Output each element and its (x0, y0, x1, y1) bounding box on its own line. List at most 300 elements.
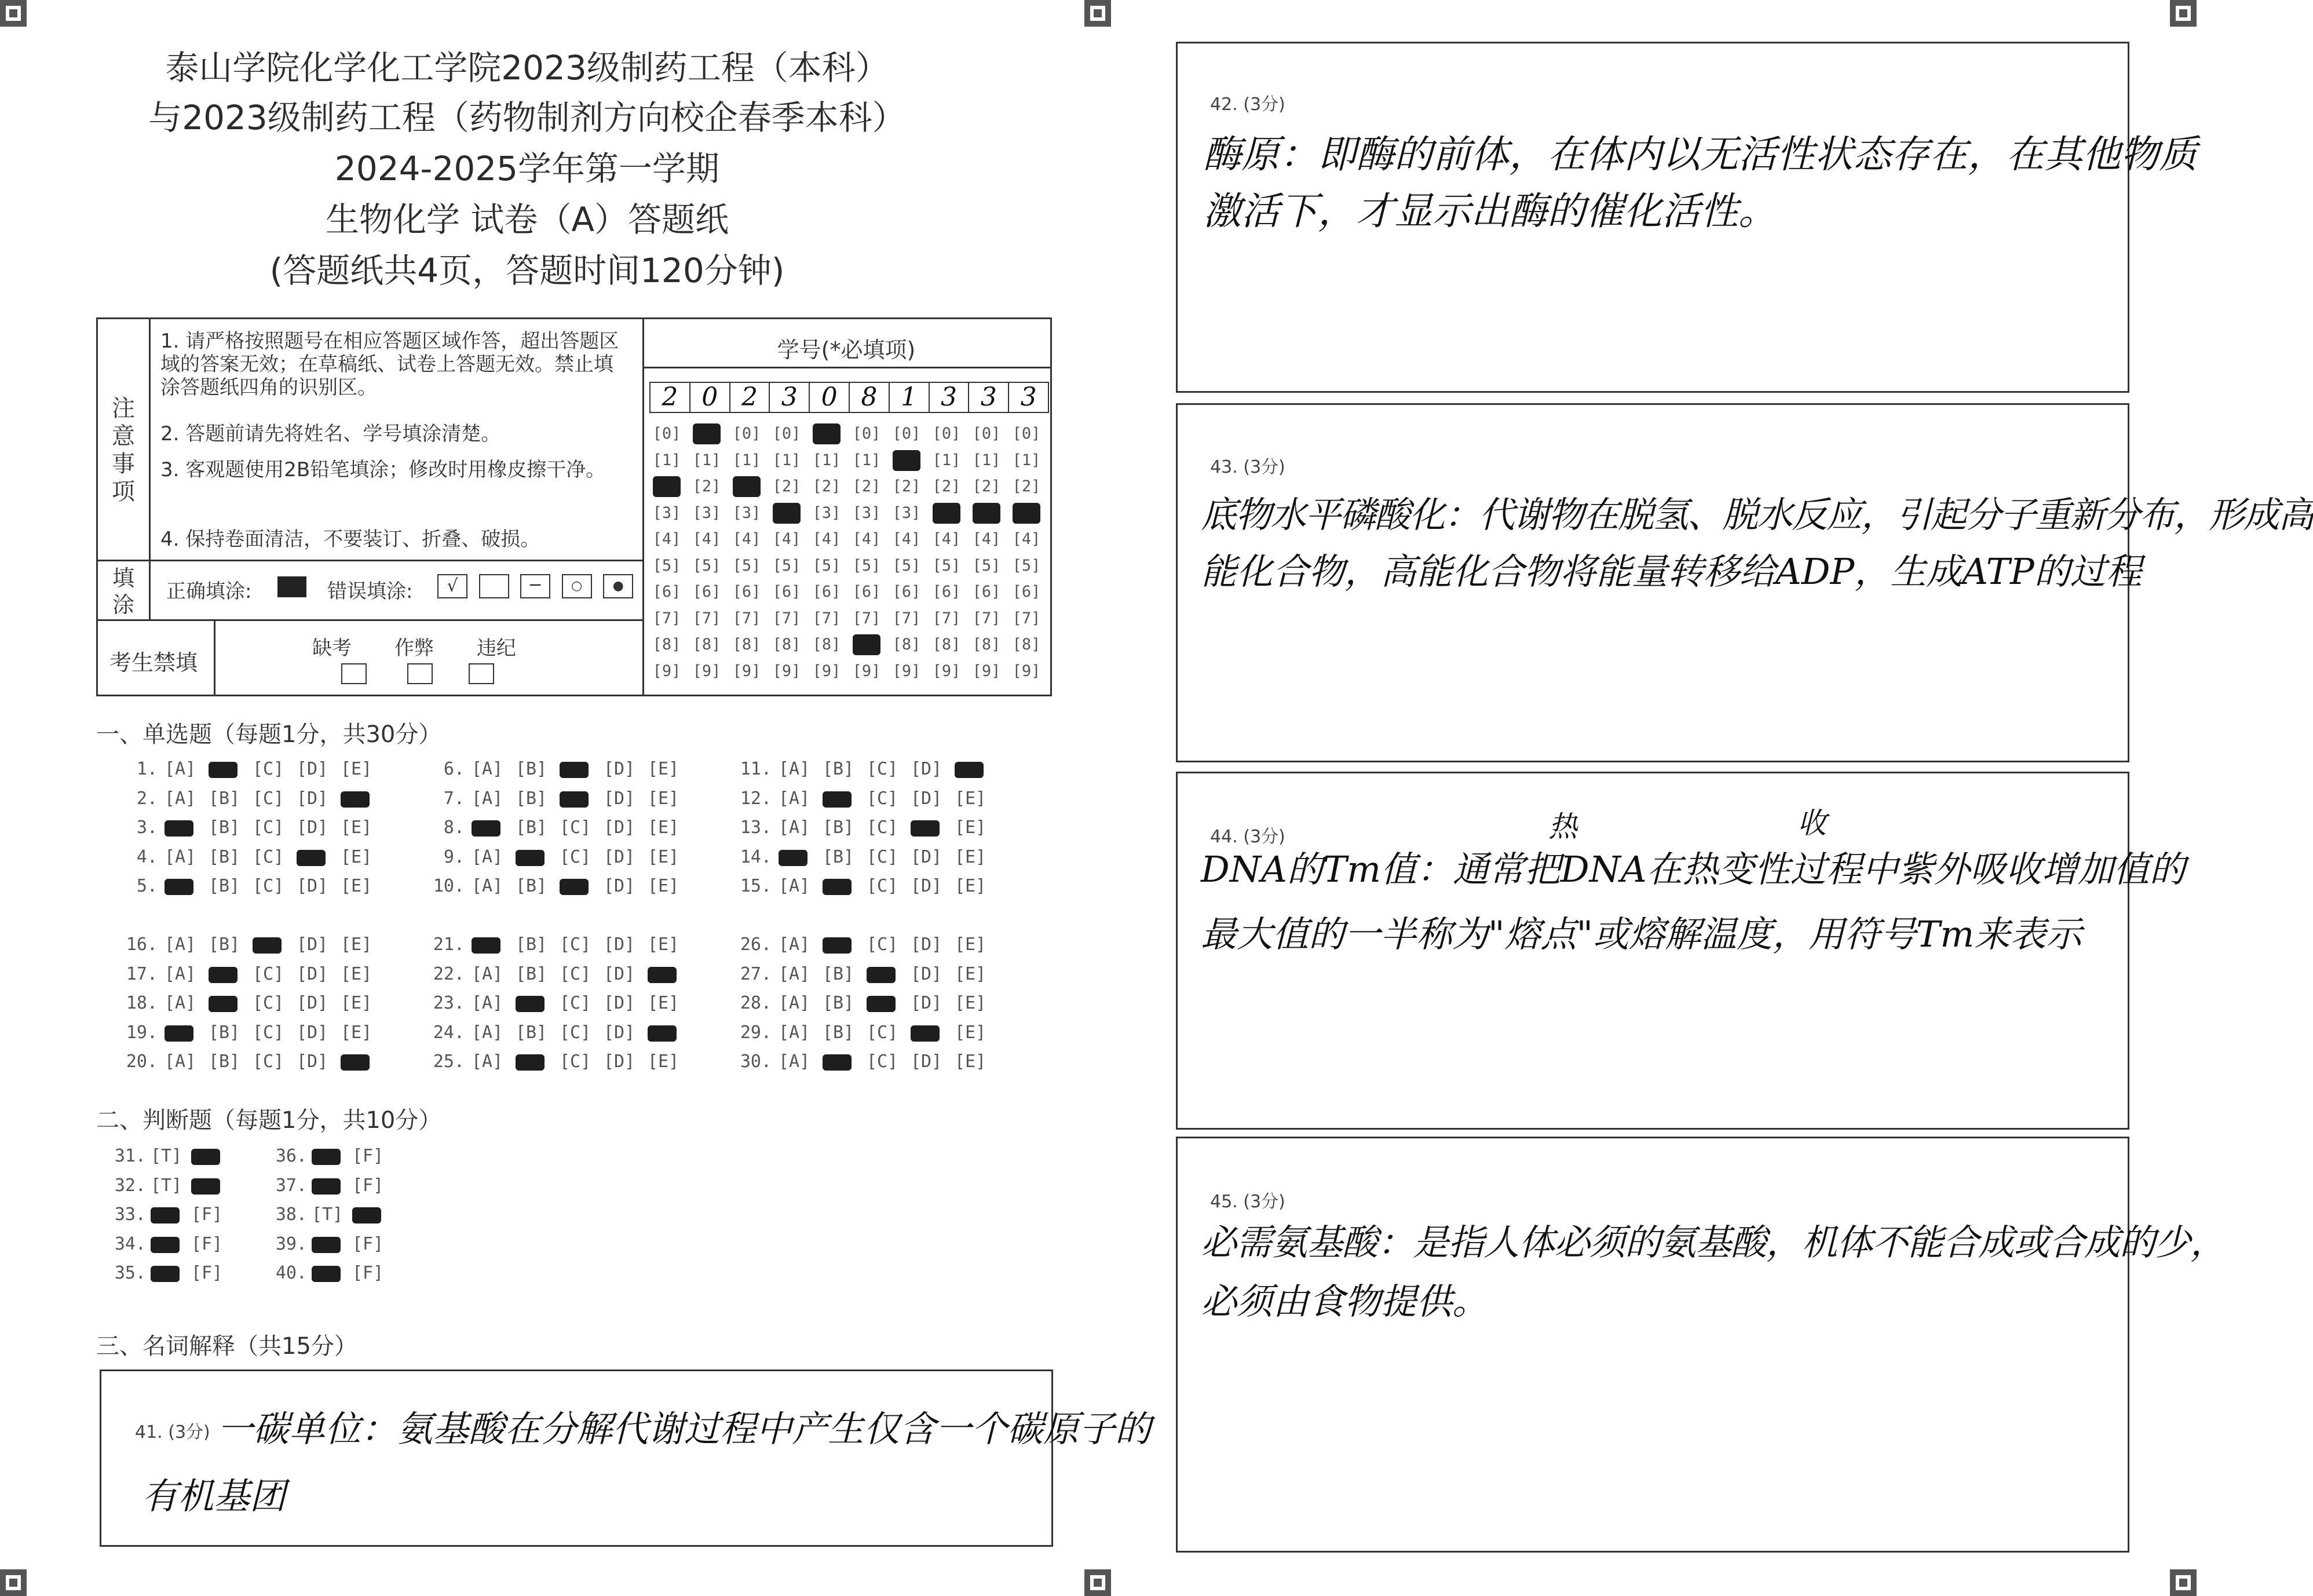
choice-bubble[interactable]: [D] (911, 993, 942, 1013)
choice-bubble[interactable]: [A] (779, 817, 810, 838)
choice-bubble[interactable]: [A] (779, 1051, 810, 1072)
choice-bubble[interactable]: [D] (911, 934, 942, 955)
choice-bubble[interactable]: [C] (560, 817, 591, 838)
choice-bubble[interactable]: [A] (165, 759, 196, 779)
choice-bubble[interactable]: [D] (297, 963, 328, 984)
student-id-bubble[interactable]: [7] (732, 609, 761, 627)
choice-bubble[interactable]: [D] (911, 788, 942, 809)
choice-bubble-filled[interactable] (867, 967, 896, 983)
choice-bubble-filled[interactable] (341, 791, 370, 808)
true-false-area[interactable] (108, 1146, 455, 1285)
student-id-bubble[interactable]: [8] (732, 636, 761, 653)
student-id-bubble[interactable]: [7] (932, 609, 961, 627)
choice-bubble[interactable]: [D] (604, 759, 635, 779)
student-id-bubble[interactable]: [4] (1012, 530, 1041, 548)
student-id-bubble[interactable]: [5] (852, 556, 881, 575)
choice-bubble[interactable]: [C] (867, 846, 898, 867)
choice-bubble[interactable]: [A] (165, 934, 196, 955)
choice-bubble[interactable]: [E] (955, 846, 986, 867)
choice-bubble[interactable]: [A] (472, 788, 503, 809)
student-id-bubble[interactable]: [5] (1012, 556, 1041, 575)
tf-bubble[interactable]: [F] (352, 1233, 384, 1254)
question-number: 4. (136, 846, 158, 867)
tf-bubble[interactable]: [F] (191, 1263, 223, 1283)
choice-bubble[interactable]: [C] (867, 876, 898, 896)
student-id-bubble[interactable]: [4] (692, 530, 721, 548)
student-id-bubble-filled[interactable] (1013, 503, 1040, 524)
choice-bubble[interactable]: [E] (648, 993, 679, 1013)
student-id-bubble[interactable]: [8] (972, 636, 1001, 653)
choice-bubble[interactable]: [D] (297, 876, 328, 896)
student-id-bubble[interactable]: [1] (772, 451, 801, 469)
tf-bubble-filled[interactable] (312, 1266, 341, 1282)
choice-bubble[interactable]: [C] (560, 846, 591, 867)
student-id-bubble[interactable]: [0] (652, 425, 681, 443)
student-id-bubble-filled[interactable] (893, 450, 920, 471)
student-id-bubble[interactable]: [8] (892, 636, 921, 653)
student-id-bubble[interactable]: [9] (972, 662, 1001, 680)
student-id-bubble[interactable]: [7] (972, 609, 1001, 627)
choice-bubble[interactable]: [B] (516, 963, 547, 984)
student-id-bubble[interactable]: [7] (772, 609, 801, 627)
choice-bubble[interactable]: [B] (516, 934, 547, 955)
answer-box-43[interactable] (1176, 403, 2313, 762)
checkbox-violation[interactable] (469, 663, 494, 684)
choice-bubble[interactable]: [A] (779, 993, 810, 1013)
choice-bubble[interactable]: [E] (955, 788, 986, 809)
choice-bubble-filled[interactable] (560, 879, 589, 895)
student-id-bubble[interactable]: [8] (812, 636, 841, 653)
choice-bubble[interactable]: [A] (472, 1051, 503, 1072)
choice-bubble-filled[interactable] (472, 820, 500, 837)
checkbox-absent[interactable] (341, 663, 367, 684)
choice-bubble[interactable]: [B] (209, 934, 240, 955)
choice-bubble-filled[interactable] (341, 1054, 370, 1071)
choice-bubble[interactable]: [E] (955, 993, 986, 1013)
choice-bubble[interactable]: [E] (341, 817, 372, 838)
choice-bubble[interactable]: [A] (472, 993, 503, 1013)
question-number: 12. (740, 788, 772, 809)
student-id-bubble-filled[interactable] (933, 503, 960, 524)
choice-bubble[interactable]: [B] (209, 876, 240, 896)
tf-bubble[interactable]: [F] (352, 1263, 384, 1283)
student-id-bubble[interactable]: [1] (932, 451, 961, 469)
student-id-bubble-filled[interactable] (853, 634, 880, 655)
choice-bubble[interactable]: [B] (209, 817, 240, 838)
student-id-bubble[interactable]: [9] (692, 662, 721, 680)
choice-bubble[interactable]: [A] (472, 963, 503, 984)
choice-bubble[interactable]: [D] (604, 934, 635, 955)
question-number: 24. (433, 1022, 465, 1043)
student-id-bubble[interactable]: [1] (692, 451, 721, 469)
choice-bubble-filled[interactable] (560, 791, 589, 808)
choice-bubble[interactable]: [A] (165, 788, 196, 809)
tf-bubble-filled[interactable] (191, 1178, 220, 1195)
answer-text-44-line1: DNA的Tm值：通常把DNA在热变性过程中紫外吸收增加值的 (1201, 848, 2186, 890)
choice-bubble[interactable]: [E] (955, 963, 986, 984)
choice-bubble[interactable]: [E] (341, 876, 372, 896)
choice-bubble[interactable]: [C] (253, 876, 284, 896)
choice-bubble[interactable]: [D] (297, 788, 328, 809)
choice-bubble[interactable]: [A] (472, 846, 503, 867)
choice-bubble[interactable]: [C] (867, 788, 898, 809)
student-id-bubble[interactable]: [5] (972, 556, 1001, 575)
choice-bubble-filled[interactable] (297, 850, 326, 866)
choice-bubble[interactable]: [C] (867, 759, 898, 779)
tf-bubble-filled[interactable] (312, 1178, 341, 1195)
choice-bubble-filled[interactable] (823, 791, 852, 808)
choice-bubble[interactable]: [C] (253, 788, 284, 809)
choice-bubble-filled[interactable] (516, 1054, 545, 1071)
tf-bubble[interactable]: [F] (191, 1233, 223, 1254)
student-id-bubble[interactable]: [7] (812, 609, 841, 627)
choice-bubble[interactable]: [D] (297, 759, 328, 779)
choice-bubble[interactable]: [A] (779, 759, 810, 779)
student-id-bubble[interactable]: [8] (1012, 636, 1041, 653)
student-id-bubble-filled[interactable] (973, 503, 1000, 524)
choice-bubble[interactable]: [C] (253, 846, 284, 867)
choice-bubble[interactable]: [C] (253, 963, 284, 984)
choice-bubble[interactable]: [B] (209, 1022, 240, 1043)
choice-bubble[interactable]: [D] (604, 788, 635, 809)
choice-bubble[interactable]: [C] (253, 1051, 284, 1072)
choice-bubble-filled[interactable] (779, 850, 807, 866)
tf-bubble-filled[interactable] (312, 1237, 341, 1253)
choice-bubble-filled[interactable] (823, 1054, 852, 1071)
choice-bubble[interactable]: [E] (341, 934, 372, 955)
student-id-bubble[interactable]: [3] (852, 503, 881, 522)
choice-bubble[interactable]: [E] (955, 934, 986, 955)
student-id-bubble[interactable]: [4] (652, 530, 681, 548)
choice-bubble[interactable]: [D] (297, 817, 328, 838)
student-id-bubble[interactable]: [7] (1012, 609, 1041, 627)
answer-box-44[interactable] (1176, 772, 2186, 1130)
student-id-bubble[interactable]: [0] (932, 425, 961, 443)
student-id-bubble[interactable]: [1] (972, 451, 1001, 469)
choice-bubble[interactable]: [D] (297, 1051, 328, 1072)
student-id-bubble[interactable]: [4] (732, 530, 761, 548)
choice-bubble[interactable]: [D] (911, 876, 942, 896)
student-id-bubble[interactable]: [4] (772, 530, 801, 548)
student-id-bubble[interactable]: [8] (932, 636, 961, 653)
choice-bubble-filled[interactable] (165, 820, 193, 837)
student-id-bubble[interactable]: [4] (812, 530, 841, 548)
student-id-bubble[interactable]: [4] (972, 530, 1001, 548)
student-id-bubble[interactable]: [5] (692, 556, 721, 575)
choice-bubble[interactable]: [E] (648, 759, 679, 779)
choice-bubble[interactable]: [D] (297, 993, 328, 1013)
student-id-bubble[interactable]: [6] (932, 583, 961, 601)
choice-bubble[interactable]: [E] (341, 759, 372, 779)
student-id-bubble-filled[interactable] (773, 503, 801, 524)
student-id-bubble[interactable]: [8] (652, 636, 681, 653)
student-id-bubble[interactable]: [0] (972, 425, 1001, 443)
student-id-bubble[interactable]: [9] (812, 662, 841, 680)
choice-bubble[interactable]: [C] (867, 817, 898, 838)
student-id-bubble[interactable]: [4] (932, 530, 961, 548)
choice-bubble[interactable]: [A] (165, 1051, 196, 1072)
choice-bubble[interactable]: [E] (648, 876, 679, 896)
choice-bubble[interactable]: [E] (341, 846, 372, 867)
choice-bubble[interactable]: [B] (516, 759, 547, 779)
choice-bubble[interactable]: [D] (911, 963, 942, 984)
student-id-bubble[interactable]: [2] (812, 477, 841, 495)
choice-bubble[interactable]: [B] (823, 993, 854, 1013)
choice-bubble[interactable]: [D] (604, 1051, 635, 1072)
choice-bubble[interactable]: [D] (604, 876, 635, 896)
student-id-bubble-grid[interactable] (649, 423, 1049, 690)
tf-bubble[interactable]: [F] (352, 1146, 384, 1166)
choice-bubble[interactable]: [D] (297, 1022, 328, 1043)
student-id-bubble[interactable]: [9] (732, 662, 761, 680)
student-id-bubble[interactable]: [6] (972, 583, 1001, 601)
student-id-bubble[interactable]: [1] (1012, 451, 1041, 469)
student-id-bubble[interactable]: [1] (652, 451, 681, 469)
choice-bubble[interactable]: [A] (472, 876, 503, 896)
choice-bubble[interactable]: [E] (955, 1022, 986, 1043)
choice-bubble[interactable]: [E] (648, 934, 679, 955)
section-true-false: 二、判断题（每题1分，共10分） (96, 1107, 442, 1134)
tf-bubble[interactable]: [T] (151, 1146, 182, 1166)
question-label-42: 42. (3分) (1210, 94, 1285, 115)
choice-bubble-filled[interactable] (209, 762, 237, 778)
choice-bubble[interactable]: [D] (604, 963, 635, 984)
student-id-bubble[interactable]: [6] (892, 583, 921, 601)
student-id-bubble[interactable]: [0] (1012, 425, 1041, 443)
choice-bubble[interactable]: [E] (648, 1051, 679, 1072)
choice-bubble[interactable]: [C] (867, 1022, 898, 1043)
choice-bubble[interactable]: [D] (604, 846, 635, 867)
student-id-bubble[interactable]: [2] (692, 477, 721, 495)
choice-bubble[interactable]: [D] (297, 934, 328, 955)
choice-bubble[interactable]: [A] (165, 963, 196, 984)
student-id-bubble[interactable]: [9] (652, 662, 681, 680)
choice-bubble[interactable]: [E] (648, 846, 679, 867)
tf-bubble-filled[interactable] (312, 1149, 341, 1165)
choice-bubble[interactable]: [A] (779, 1022, 810, 1043)
student-id-bubble[interactable]: [1] (852, 451, 881, 469)
choice-bubble[interactable]: [C] (867, 1051, 898, 1072)
answer-insert-44-a: 热 (1548, 810, 1577, 843)
tf-bubble-filled[interactable] (151, 1207, 180, 1224)
student-id-bubble[interactable]: [7] (692, 609, 721, 627)
student-id-bubble[interactable]: [3] (692, 503, 721, 522)
choice-bubble-filled[interactable] (911, 820, 940, 837)
student-id-bubble[interactable]: [7] (652, 609, 681, 627)
choice-bubble-filled[interactable] (823, 879, 852, 895)
student-id-bubble[interactable]: [6] (1012, 583, 1041, 601)
choice-bubble[interactable]: [B] (516, 1022, 547, 1043)
choice-bubble[interactable]: [B] (209, 1051, 240, 1072)
student-id-bubble-filled[interactable] (693, 423, 721, 444)
choice-bubble[interactable]: [E] (341, 1022, 372, 1043)
question-label-44: 44. (3分) (1210, 827, 1285, 847)
answer-box-45[interactable] (1176, 1137, 2226, 1553)
choice-bubble-filled[interactable] (867, 996, 896, 1012)
student-id-bubble[interactable]: [2] (892, 477, 921, 495)
choice-bubble[interactable]: [B] (516, 788, 547, 809)
student-id-bubble[interactable]: [3] (892, 503, 921, 522)
choice-bubble-filled[interactable] (648, 1025, 677, 1042)
choice-bubble-filled[interactable] (955, 762, 984, 778)
question-number: 38. (275, 1204, 307, 1225)
student-id-bubble[interactable]: [2] (972, 477, 1001, 495)
choice-bubble-filled[interactable] (472, 937, 500, 954)
choice-bubble-filled[interactable] (209, 967, 237, 983)
choice-bubble[interactable]: [A] (779, 934, 810, 955)
student-id-bubble[interactable]: [2] (772, 477, 801, 495)
choice-bubble-filled[interactable] (165, 879, 193, 895)
student-id-bubble[interactable]: [3] (812, 503, 841, 522)
student-id-bubble[interactable]: [2] (1012, 477, 1041, 495)
student-id-bubble[interactable]: [2] (852, 477, 881, 495)
choice-bubble[interactable]: [E] (648, 817, 679, 838)
choice-bubble-filled[interactable] (823, 937, 852, 954)
corner-marker-bottom-center (1084, 1569, 1111, 1596)
single-choice-area[interactable] (110, 759, 1037, 1072)
choice-bubble[interactable]: [B] (516, 876, 547, 896)
tf-bubble-filled[interactable] (352, 1207, 381, 1224)
student-id-bubble[interactable]: [5] (732, 556, 761, 575)
choice-bubble-filled[interactable] (648, 967, 677, 983)
choice-bubble[interactable]: [E] (955, 817, 986, 838)
student-id-bubble[interactable]: [6] (852, 583, 881, 601)
student-id-bubble[interactable]: [9] (932, 662, 961, 680)
question-number: 3. (136, 817, 158, 838)
choice-bubble[interactable]: [A] (779, 788, 810, 809)
choice-bubble[interactable]: [E] (341, 993, 372, 1013)
tf-bubble[interactable]: [F] (191, 1204, 223, 1225)
choice-bubble[interactable]: [A] (779, 963, 810, 984)
student-id-bubble[interactable]: [5] (652, 556, 681, 575)
corner-marker-bottom-left (0, 1569, 27, 1596)
student-id-bubble[interactable]: [0] (772, 425, 801, 443)
student-id-bubble[interactable]: [4] (852, 530, 881, 548)
student-id-bubble[interactable]: [3] (652, 503, 681, 522)
student-id-bubble-filled[interactable] (653, 476, 681, 497)
tf-bubble-filled[interactable] (151, 1266, 180, 1282)
choice-bubble[interactable]: [E] (648, 788, 679, 809)
student-id-bubble[interactable]: [5] (812, 556, 841, 575)
choice-bubble-filled[interactable] (209, 996, 237, 1012)
student-id-bubble[interactable]: [3] (732, 503, 761, 522)
choice-bubble[interactable]: [C] (560, 993, 591, 1013)
choice-bubble-filled[interactable] (560, 762, 589, 778)
choice-bubble[interactable]: [B] (823, 963, 854, 984)
choice-bubble[interactable]: [C] (867, 934, 898, 955)
student-id-bubble[interactable]: [0] (892, 425, 921, 443)
student-id-bubble[interactable]: [7] (892, 609, 921, 627)
student-id-bubble[interactable]: [9] (1012, 662, 1041, 680)
checkbox-cheat[interactable] (407, 663, 433, 684)
student-id-bubble[interactable]: [1] (812, 451, 841, 469)
choice-bubble[interactable]: [B] (823, 759, 854, 779)
student-id-bubble[interactable]: [9] (892, 662, 921, 680)
choice-bubble-filled[interactable] (911, 1025, 940, 1042)
student-id-bubble[interactable]: [6] (652, 583, 681, 601)
choice-bubble[interactable]: [C] (560, 934, 591, 955)
choice-bubble[interactable]: [C] (253, 993, 284, 1013)
choice-bubble[interactable]: [B] (823, 1022, 854, 1043)
student-id-bubble[interactable]: [6] (772, 583, 801, 601)
choice-bubble[interactable]: [D] (911, 759, 942, 779)
choice-bubble[interactable]: [C] (560, 963, 591, 984)
choice-bubble[interactable]: [C] (253, 759, 284, 779)
student-id-digit: 8 (850, 383, 890, 412)
question-number: 35. (114, 1263, 146, 1283)
tf-bubble-filled[interactable] (191, 1149, 220, 1165)
choice-bubble-filled[interactable] (516, 850, 545, 866)
choice-bubble[interactable]: [D] (911, 1051, 942, 1072)
choice-bubble[interactable]: [A] (779, 876, 810, 896)
student-id-bubble[interactable]: [5] (772, 556, 801, 575)
choice-bubble[interactable]: [D] (604, 993, 635, 1013)
header-line-3: 2024-2025学年第一学期 (334, 149, 720, 188)
question-label-45: 45. (3分) (1210, 1192, 1285, 1212)
choice-bubble[interactable]: [B] (823, 846, 854, 867)
choice-bubble[interactable]: [B] (209, 846, 240, 867)
choice-bubble[interactable]: [A] (472, 1022, 503, 1043)
student-id-bubble[interactable]: [2] (932, 477, 961, 495)
student-id-bubble[interactable]: [8] (692, 636, 721, 653)
choice-bubble[interactable]: [D] (911, 846, 942, 867)
choice-bubble[interactable]: [B] (516, 817, 547, 838)
choice-bubble[interactable]: [C] (560, 1051, 591, 1072)
student-id-bubble[interactable]: [5] (892, 556, 921, 575)
answer-text-43-line1: 底物水平磷酸化：代谢物在脱氢、脱水反应，引起分子重新分布，形成高 (1201, 494, 2313, 536)
student-id-bubble[interactable]: [7] (852, 609, 881, 627)
answer-box-42[interactable] (1176, 42, 2197, 393)
student-id-digit-boxes (649, 382, 1049, 413)
student-id-bubble[interactable]: [9] (772, 662, 801, 680)
student-id-bubble[interactable]: [5] (932, 556, 961, 575)
choice-bubble-filled[interactable] (253, 937, 282, 954)
choice-bubble[interactable]: [B] (209, 788, 240, 809)
tf-bubble[interactable]: [T] (312, 1204, 344, 1225)
student-id-bubble[interactable]: [0] (852, 425, 881, 443)
choice-bubble[interactable]: [A] (472, 759, 503, 779)
choice-bubble-filled[interactable] (165, 1025, 193, 1042)
choice-bubble[interactable]: [E] (955, 1051, 986, 1072)
student-id-bubble[interactable]: [8] (772, 636, 801, 653)
tf-bubble[interactable]: [F] (352, 1175, 384, 1196)
choice-bubble[interactable]: [D] (604, 1022, 635, 1043)
student-id-bubble[interactable]: [6] (692, 583, 721, 601)
choice-bubble[interactable]: [A] (165, 993, 196, 1013)
choice-bubble[interactable]: [E] (341, 963, 372, 984)
question-number: 32. (114, 1175, 146, 1196)
choice-bubble[interactable]: [A] (165, 846, 196, 867)
student-id-bubble[interactable]: [4] (892, 530, 921, 548)
choice-bubble-filled[interactable] (516, 996, 545, 1012)
choice-bubble[interactable]: [C] (253, 1022, 284, 1043)
answer-box-41[interactable] (100, 1369, 1152, 1547)
choice-bubble[interactable]: [D] (604, 817, 635, 838)
student-id-bubble[interactable]: [1] (732, 451, 761, 469)
student-id-bubble[interactable]: [6] (812, 583, 841, 601)
choice-bubble[interactable]: [C] (253, 817, 284, 838)
student-id-bubble[interactable]: [9] (852, 662, 881, 680)
student-id-bubble-filled[interactable] (733, 476, 761, 497)
tf-bubble-filled[interactable] (151, 1237, 180, 1253)
student-id-bubble[interactable]: [6] (732, 583, 761, 601)
student-id-bubble[interactable]: [0] (732, 425, 761, 443)
choice-bubble[interactable]: [B] (823, 817, 854, 838)
choice-bubble[interactable]: [C] (560, 1022, 591, 1043)
student-id-bubble-filled[interactable] (813, 423, 841, 444)
tf-bubble[interactable]: [T] (151, 1175, 182, 1196)
choice-bubble[interactable]: [E] (955, 876, 986, 896)
